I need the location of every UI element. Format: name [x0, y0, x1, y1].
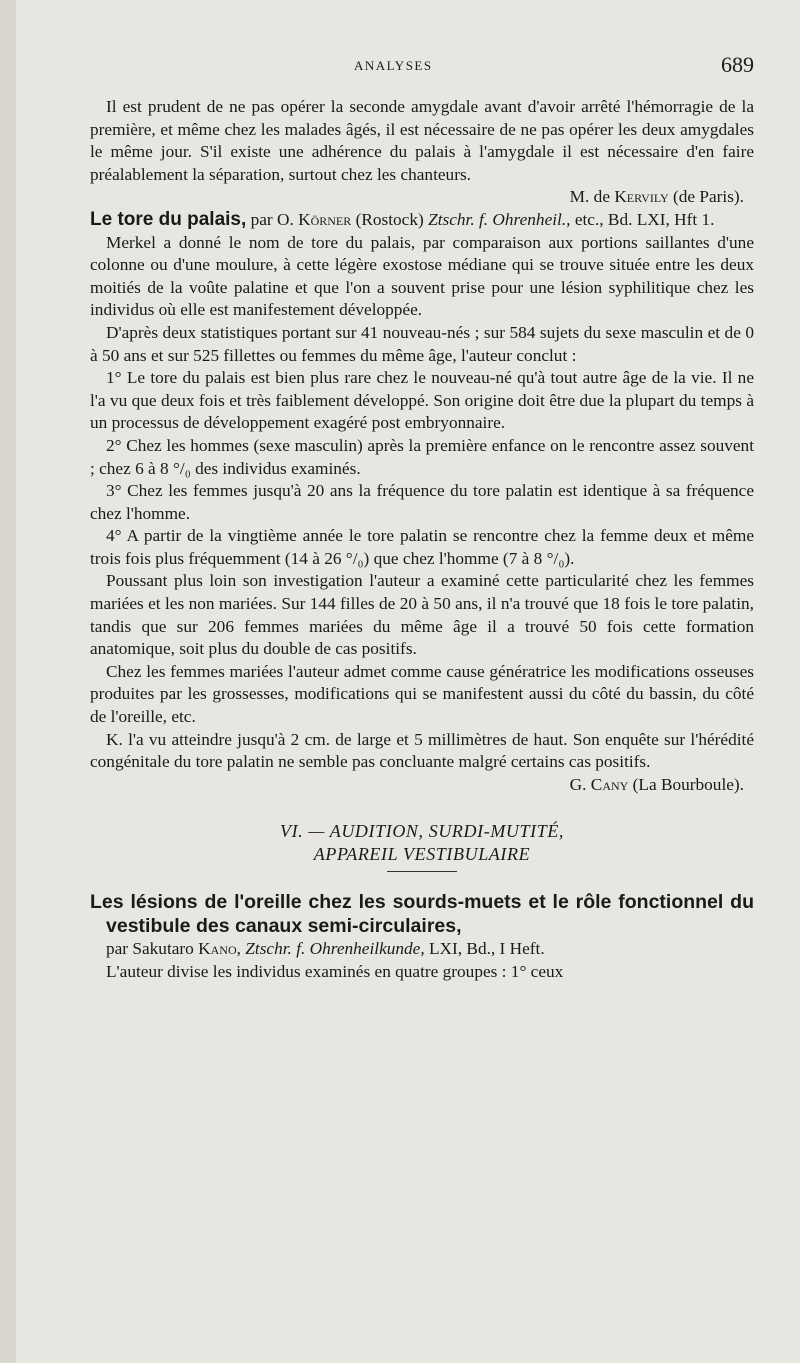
signature — [90, 774, 754, 797]
article-by: par Sakutaro — [106, 939, 194, 959]
entry-author: Körner — [298, 209, 352, 229]
signature-place: (La Bourboule). — [632, 774, 744, 794]
running-head: ANALYSES — [354, 58, 433, 73]
article-author: Kano, — [198, 939, 241, 959]
article-title: Les lésions de l'oreille chez les sourds-muets et le rôle fonctionnel du vestibule des canaux semi-circulaires, — [90, 891, 754, 938]
page-number: 689 — [721, 52, 754, 77]
text-body — [90, 96, 754, 984]
entry-ref: etc., Bd. LXI, Hft 1. — [574, 209, 715, 229]
section-divider — [387, 871, 457, 872]
paragraph: D'après deux statistiques portant sur 41 nouveau-nés ; sur 584 sujets du sexe masculin et de 0 à 50 ans et sur 525 fillettes ou femmes du même âge, l'auteur conclut : — [90, 322, 754, 365]
paragraph: L'auteur divise les individus examinés en quatre groupes : 1° ceux — [106, 962, 564, 981]
paragraph: Chez les femmes mariées l'auteur admet comme cause génératrice les modifications osseuses produites par les grossesses, modifications qui se manifestent aussi du côté du bassin, du côté de l'oreille, etc. — [90, 661, 754, 727]
entry-title: Le tore du palais, — [90, 208, 247, 230]
article-ref: LXI, Bd., I Heft. — [428, 939, 545, 959]
section-heading-line: VI. — AUDITION, SURDI-MUTITÉ, — [279, 821, 565, 842]
article-journal: Ztschr. f. Ohrenheilkunde, — [245, 939, 425, 959]
signature-name: Kervily — [614, 187, 669, 207]
signature-place: (de Paris). — [672, 187, 744, 207]
entry-by: par O. — [250, 209, 294, 229]
section-heading — [90, 820, 754, 866]
entry-heading — [90, 209, 754, 232]
list-item: 1° Le tore du palais est bien plus rare chez le nouveau-né qu'à tout autre âge de la vie. Il ne l'a vu que deux fois et très faiblement développé. Son origine doit être due la plupart du temps à un processus de développement exagéré post embryonnaire. — [90, 368, 754, 433]
paragraph: Il est prudent de ne pas opérer la seconde amygdale avant d'avoir arrêté l'hémorragie de la première, et même chez les malades âgés, il est nécessaire de ne pas opérer les deux amygdales le même jour. S'il existe une adhérence du palais à l'amygdale il est nécessaire d'en faire préalablement la séparation, surtout chez les chanteurs. — [90, 97, 754, 184]
paragraph: Poussant plus loin son investigation l'auteur a examiné cette particularité chez les femmes mariées et les non mariées. Sur 144 filles de 20 à 50 ans, il n'a trouvé que 18 fois le tore palatin, tandis que sur 206 femmes mariées du même âge il a trouvé 50 fois cette formation anatomique, soit plus du double de cas positifs. — [90, 571, 754, 659]
page-header — [16, 52, 800, 82]
article-byline — [90, 938, 754, 961]
paragraph: K. l'a vu atteindre jusqu'à 2 cm. de large et 5 millimètres de haut. Son enquête sur l'hérédité congénitale du tore palatin ne semble pas concluante malgré certains cas positifs. — [90, 729, 754, 772]
signature — [90, 186, 754, 209]
list-item: 4° A partir de la vingtième année le tore palatin se rencontre chez la femme deux et même trois fois plus fréquemment (14 à 26 °/₀) que chez l'homme (7 à 8 °/₀). — [90, 526, 754, 568]
paragraph: Merkel a donné le nom de tore du palais, par comparaison aux portions saillantes d'une colonne ou d'une moulure, à cette légère exostose médiane qui se trouve située entre les deux moitiés de la voûte palatine et que l'on a souvent prise pour une lésion syphilitique chez les individus où elle est manifestement développée. — [90, 232, 754, 320]
section-heading-line: APPAREIL VESTIBULAIRE — [313, 844, 531, 865]
signature-name: Cany — [590, 774, 629, 794]
list-item: 3° Chez les femmes jusqu'à 20 ans la fréquence du tore palatin est identique à sa fréquence chez l'homme. — [90, 481, 754, 523]
signature-prefix: M. de — [569, 187, 610, 207]
document-page — [16, 0, 800, 1363]
list-item: 2° Chez les hommes (sexe masculin) après la première enfance on le rencontre assez souvent ; chez 6 à 8 °/₀ des individus examinés. — [90, 435, 754, 478]
signature-prefix: G. — [569, 774, 587, 794]
entry-journal: Ztschr. f. Ohrenheil., — [428, 209, 571, 229]
entry-city: (Rostock) — [355, 209, 424, 229]
